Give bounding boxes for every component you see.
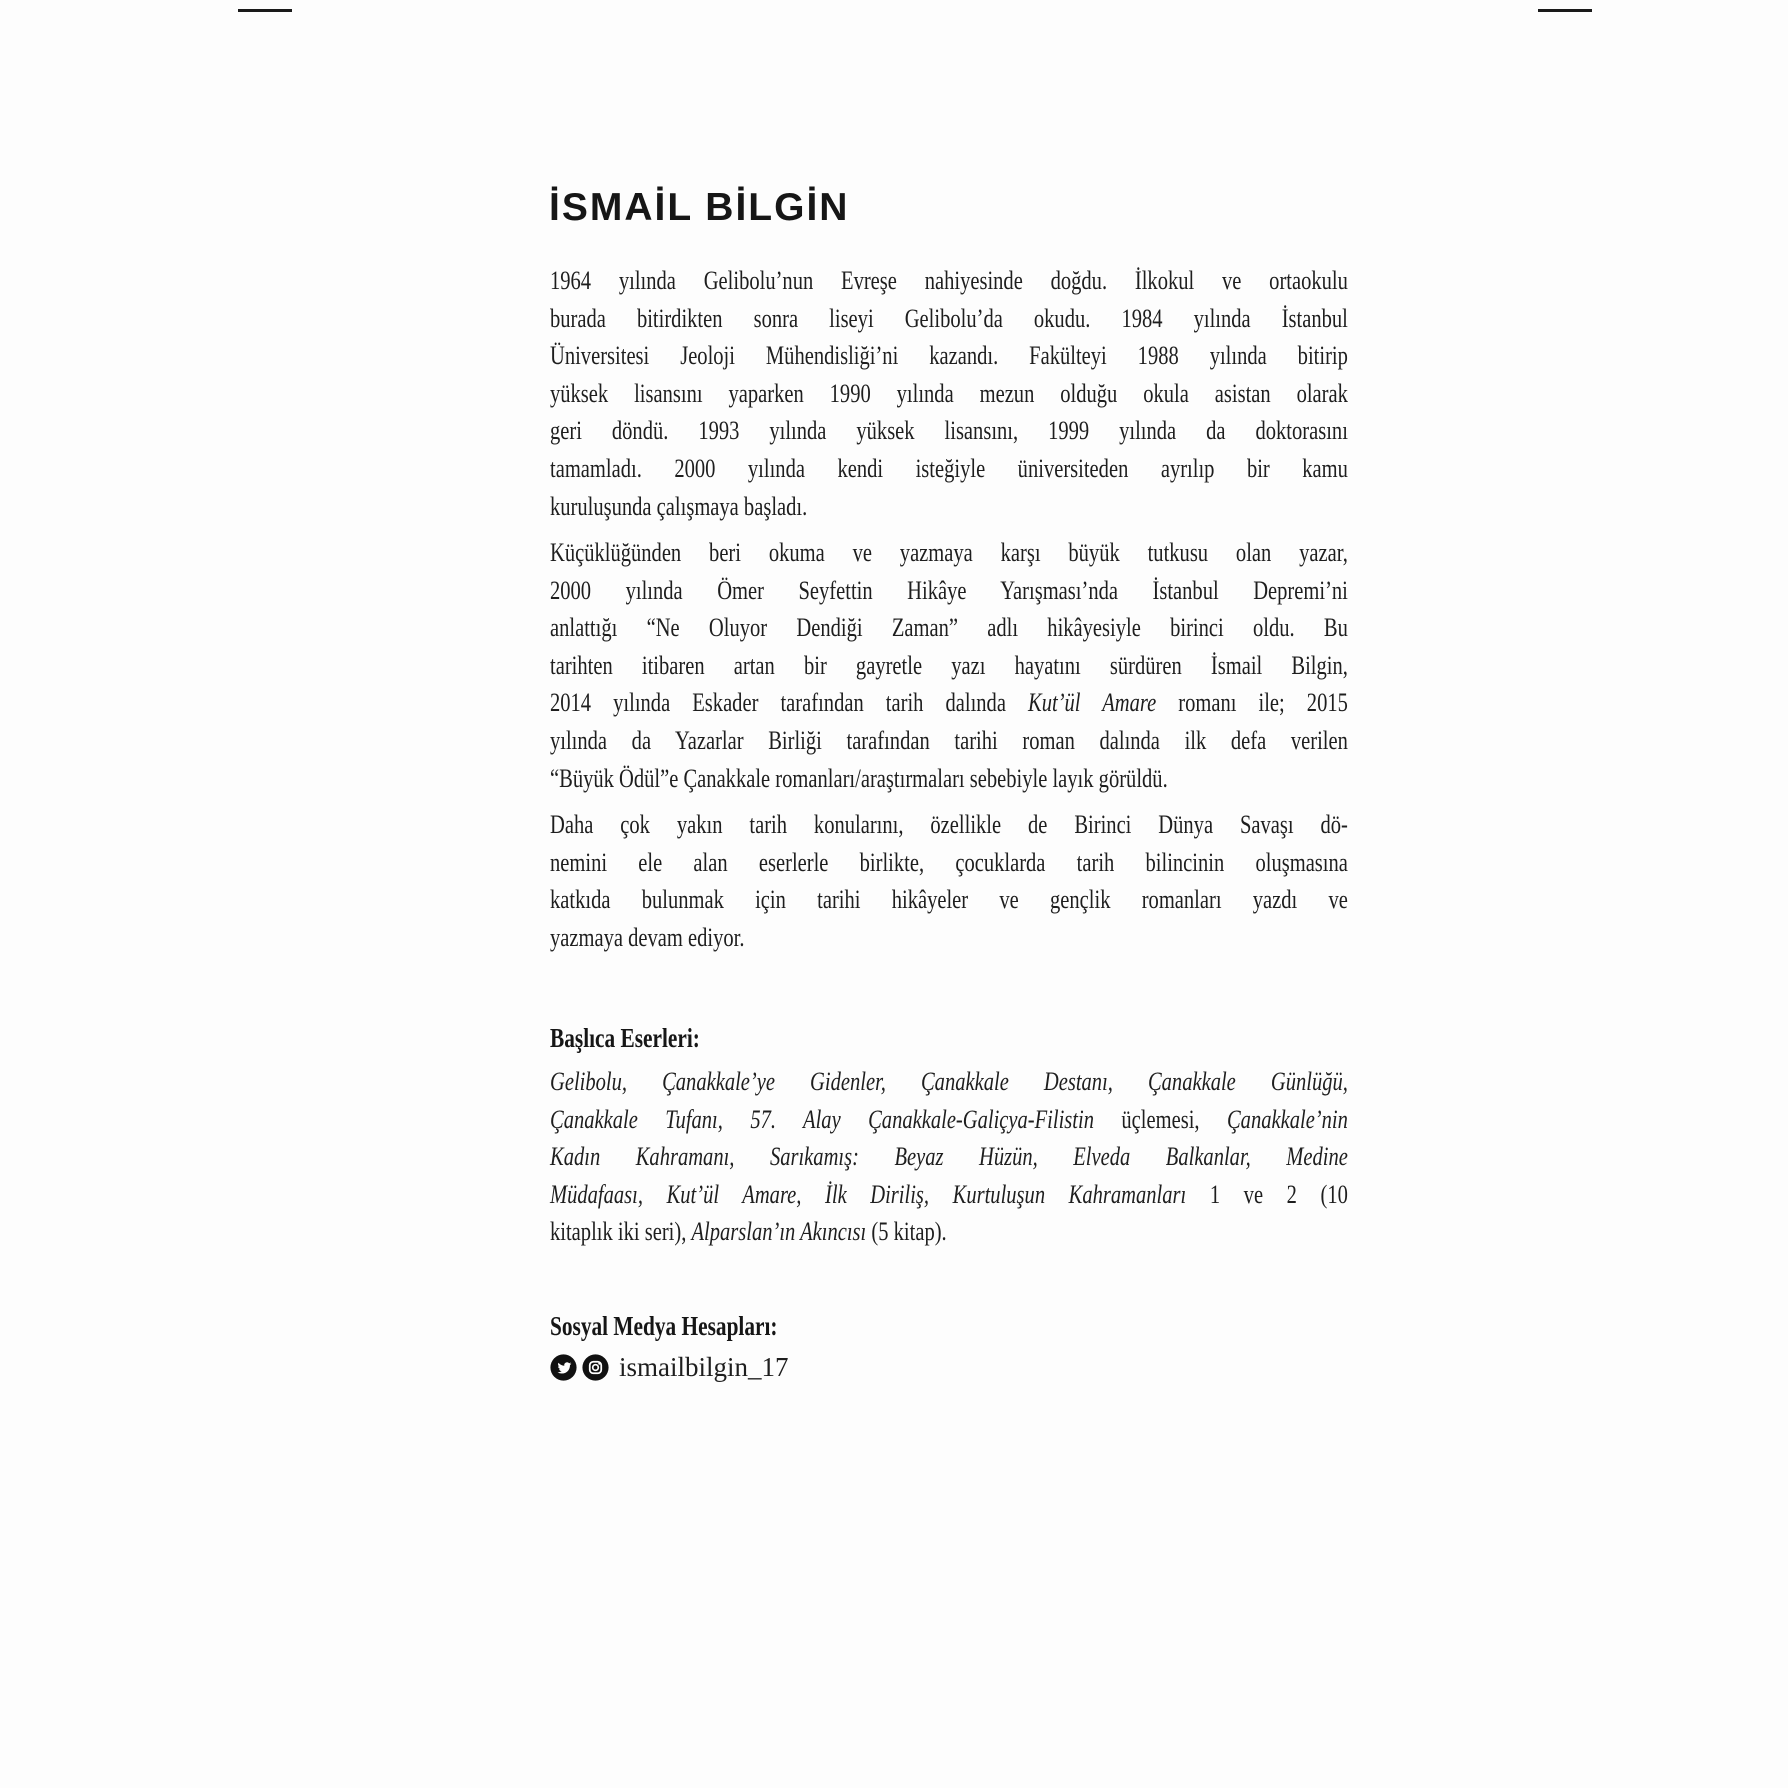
social-media-heading: Sosyal Medya Hesapları: [550,1311,778,1341]
instagram-icon [582,1354,609,1381]
works-list [550,1063,1348,1251]
works-heading: Başlıca Eserleri: [550,1023,700,1053]
author-name-title: İSMAİL BİLGİN [549,186,850,229]
bio-paragraph-1 [550,262,1348,525]
text-line: 2014 yılında Eskader tarafından tarih dalında Kut’ül Amare romanı ile; 2015 [550,688,1348,718]
text-line: yüksek lisansını yaparken 1990 yılında mezun olduğu okula asistan olarak [550,378,1348,408]
text-line: anlattığı “Ne Oluyor Dendiği Zaman” adlı hikâyesiyle birinci oldu. Bu [550,613,1348,643]
text-line: “Büyük Ödül”e Çanakkale romanları/araştırmaları sebebiyle layık görüldü. [550,763,1168,793]
text-line: katkıda bulunmak için tarihi hikâyeler ve gençlik romanları yazdı ve [550,885,1348,915]
bio-paragraph-2 [550,534,1348,797]
text-line: 2000 yılında Ömer Seyfettin Hikâye Yarışması’nda İstanbul Depremi’ni [550,575,1348,605]
text-line: yazmaya devam ediyor. [550,922,745,952]
social-handle: ismailbilgin_17 [619,1352,789,1382]
text-line: Müdafaası, Kut’ül Amare, İlk Diriliş, Kurtuluşun Kahramanları 1 ve 2 (10 [550,1179,1348,1209]
crop-mark-left [238,9,292,12]
text-line: Küçüklüğünden beri okuma ve yazmaya karşı büyük tutkusu olan yazar, [550,538,1348,567]
text-line: nemini ele alan eserlerle birlikte, çocuklarda tarih bilincinin oluşmasına [550,847,1348,877]
text-line: 1964 yılında Gelibolu’nun Evreşe nahiyesinde doğdu. İlkokul ve ortaokulu [550,266,1348,295]
social-row [550,1352,789,1383]
text-line: Üniversitesi Jeoloji Mühendisliği’ni kazandı. Fakülteyi 1988 yılında bitirip [550,341,1348,371]
text-line: tarihten itibaren artan bir gayretle yazı hayatını sürdüren İsmail Bilgin, [550,650,1348,680]
text-line: Çanakkale Tufanı, 57. Alay Çanakkale-Galiçya-Filistin üçlemesi, Çanakkale’nin [550,1104,1348,1134]
text-line: tamamladı. 2000 yılında kendi isteğiyle üniversiteden ayrılıp bir kamu [550,453,1348,483]
text-line: kuruluşunda çalışmaya başladı. [550,491,808,521]
bio-paragraph-3 [550,806,1348,956]
text-line: yılında da Yazarlar Birliği tarafından tarihi roman dalında ilk defa verilen [550,725,1348,755]
text-line: Kadın Kahramanı, Sarıkamış: Beyaz Hüzün, Elveda Balkanlar, Medine [550,1142,1348,1172]
twitter-icon [550,1354,577,1381]
text-line: geri döndü. 1993 yılında yüksek lisansını, 1999 yılında da doktorasını [550,416,1348,446]
crop-mark-right [1538,9,1592,12]
text-line: Gelibolu, Çanakkale’ye Gidenler, Çanakkale Destanı, Çanakkale Günlüğü, [550,1067,1348,1096]
text-line: kitaplık iki seri), Alparslan’ın Akıncısı (5 kitap). [550,1217,947,1247]
text-line: burada bitirdikten sonra liseyi Gelibolu’da okudu. 1984 yılında İstanbul [550,303,1348,333]
text-line: Daha çok yakın tarih konularını, özellikle de Birinci Dünya Savaşı dö- [550,810,1348,839]
